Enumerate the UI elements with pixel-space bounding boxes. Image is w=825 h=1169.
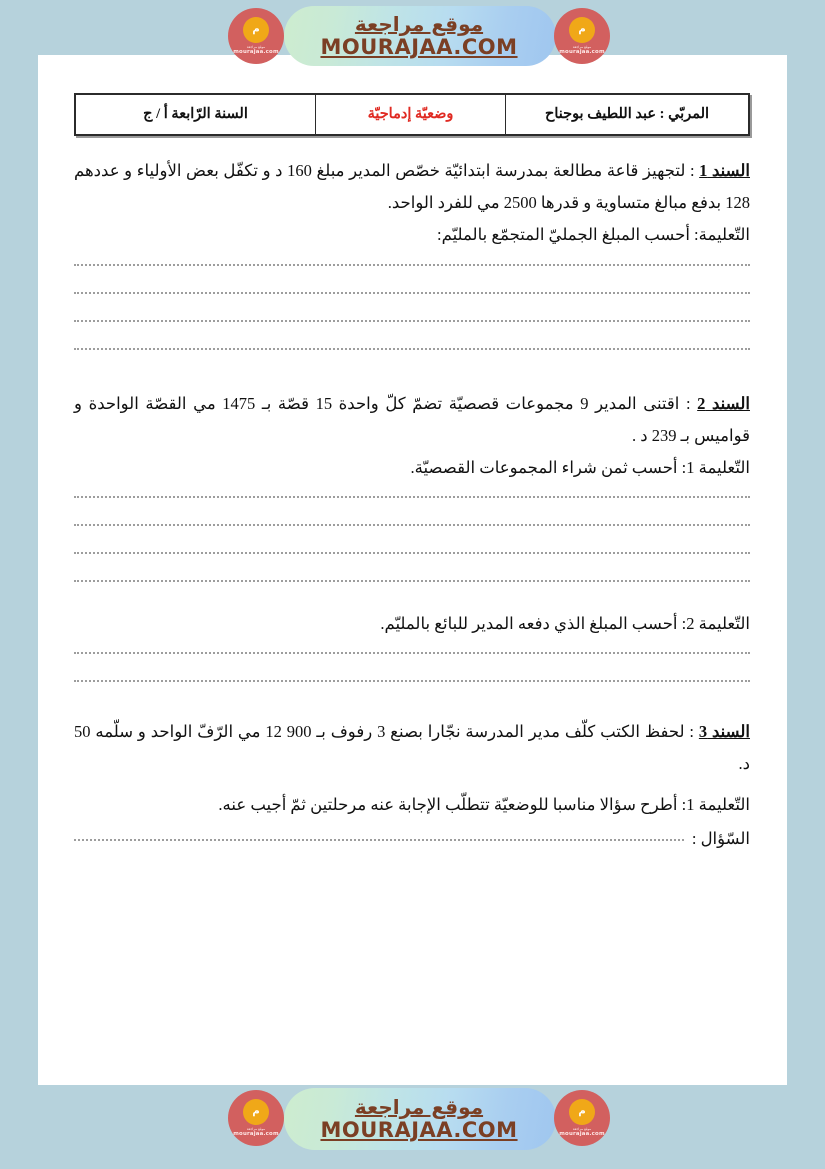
watermark-url-bottom[interactable]: MOURAJAA.COM bbox=[320, 1117, 518, 1142]
badge-subtext-ar-right: موقع مراجعة bbox=[572, 44, 592, 49]
mourajaa-logo-icon-bottom-left bbox=[228, 1090, 284, 1146]
header-table bbox=[74, 93, 750, 136]
sanad3-question-label: السّؤال : bbox=[691, 828, 750, 848]
badge-subtext-ar-br: موقع مراجعة bbox=[572, 1126, 592, 1131]
sanad3-instruction: التّعليمة 1: أطرح سؤالا مناسبا للوضعيّة تتطلّب الإجابة عنه مرحلتين ثمّ أجيب عنه. bbox=[218, 794, 750, 814]
badge-emblem-icon-bl: م bbox=[243, 1099, 269, 1125]
sanad3-label: السند 3 bbox=[698, 722, 750, 742]
sanad3-body: : لحفظ الكتب كلّف مدير المدرسة نجّارا بصنع 3 رفوف بـ 900 12 مي الرّفّ الواحد و سلّمه 50 د. bbox=[74, 722, 750, 774]
watermark-arabic-bottom: موقع مراجعة bbox=[354, 1094, 484, 1119]
sanad1-body: : لتجهيز قاعة مطالعة بمدرسة ابتدائيّة خصّص المدير مبلغ 160 د و تكفّل بعض الأولياء و عددهم 128 بدفع مبالغ متساوية و قدرها 2500 مي للفرد الواحد. bbox=[74, 161, 750, 213]
watermark-text-bottom bbox=[320, 1094, 518, 1142]
sanad3-paragraph bbox=[74, 716, 750, 780]
header-cell-class: السنة الرّابعة أ / ج bbox=[76, 95, 315, 134]
sanad3-question-row bbox=[74, 829, 750, 849]
watermark-banner-bottom bbox=[228, 1082, 610, 1156]
sanad1-paragraph bbox=[74, 155, 750, 219]
sanad2-instruction-1: التّعليمة 1: أحسب ثمن شراء المجموعات القصصيّة. bbox=[410, 457, 750, 477]
sanad3-question-answer-line[interactable] bbox=[74, 839, 684, 841]
badge-subtext-en-bl: mourajaa.com bbox=[233, 1130, 279, 1137]
mourajaa-logo-icon-bottom-right bbox=[554, 1090, 610, 1146]
watermark-arabic-top: موقع مراجعة bbox=[354, 11, 484, 36]
badge-emblem-icon-br: م bbox=[569, 1099, 595, 1125]
sanad1-instruction: التّعليمة: أحسب المبلغ الجمليّ المتجمّع بالمليّم: bbox=[437, 225, 750, 245]
mourajaa-logo-icon-right bbox=[554, 8, 610, 64]
sanad2-body: : اقتنى المدير 9 مجموعات قصصيّة تضمّ كلّ واحدة 15 قصّة بـ 1475 مي القصّة الواحدة و قواميس بـ 239 د . bbox=[74, 393, 750, 445]
badge-subtext-ar: موقع مراجعة bbox=[246, 44, 266, 49]
header-cell-title: وضعيّة إدماجيّة bbox=[315, 95, 505, 134]
badge-subtext-bl bbox=[233, 1127, 279, 1138]
badge-subtext bbox=[233, 45, 279, 56]
badge-emblem-icon-right: م bbox=[569, 17, 595, 43]
sanad1-label: السند 1 bbox=[699, 161, 750, 180]
worksheet-content bbox=[74, 155, 750, 849]
badge-subtext-en-br: mourajaa.com bbox=[559, 1130, 605, 1137]
worksheet-paper bbox=[38, 55, 787, 1085]
badge-subtext-en-right: mourajaa.com bbox=[559, 48, 605, 55]
sanad2-instruction-2: التّعليمة 2: أحسب المبلغ الذي دفعه المدير للبائع بالمليّم. bbox=[380, 614, 750, 634]
watermark-url-top[interactable]: MOURAJAA.COM bbox=[320, 34, 518, 59]
sanad2-label: السند 2 bbox=[697, 393, 750, 413]
badge-subtext-right bbox=[559, 45, 605, 56]
badge-subtext-en: mourajaa.com bbox=[233, 48, 279, 55]
mourajaa-logo-icon bbox=[228, 8, 284, 64]
badge-subtext-br bbox=[559, 1127, 605, 1138]
sanad2-paragraph bbox=[74, 388, 750, 452]
badge-subtext-ar-bl: موقع مراجعة bbox=[246, 1126, 266, 1131]
watermark-text-top bbox=[320, 11, 518, 59]
badge-emblem-icon: م bbox=[243, 17, 269, 43]
header-cell-teacher: المربّي : عبد اللطيف بوجناح bbox=[505, 95, 748, 134]
watermark-banner-top bbox=[228, 2, 610, 70]
